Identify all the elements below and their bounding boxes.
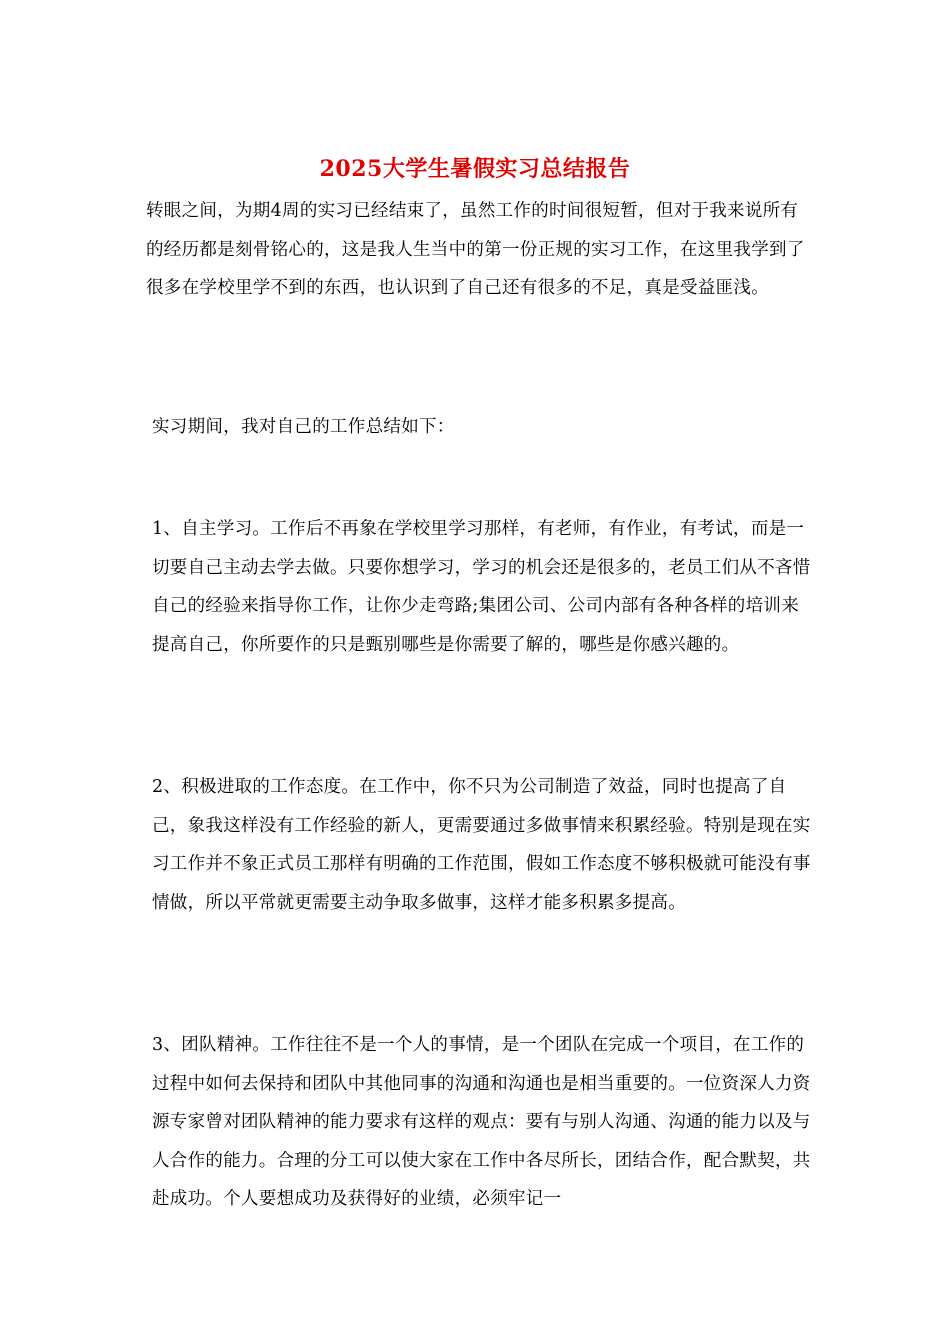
paragraph-self-learning: 1、自主学习。工作后不再象在学校里学习那样，有老师，有作业，有考试，而是一切要自己主动去学去做。只要你想学习，学习的机会还是很多的，老员工们从不吝惜自己的经验来指导你工作，让你少走弯路;集团公司、公司内部有各种各样的培训来提高自己，你所要作的只是甄别哪些是你需要了解的，哪些是你感兴趣的。: [152, 519, 811, 655]
paragraph-team-spirit: 3、团队精神。工作往往不是一个人的事情，是一个团队在完成一个项目，在工作的过程中如何去保持和团队中其他同事的沟通和沟通也是相当重要的。一位资深人力资源专家曾对团队精神的能力要求有这样的观点：要有与别人沟通、沟通的能力以及与人合作的能力。合理的分工可以使大家在工作中各尽所长，团结合作，配合默契，共赴成功。个人要想成功及获得好的业绩，必须牢记一: [152, 1035, 811, 1209]
paragraph-intro: 转眼之间，为期4周的实习已经结束了，虽然工作的时间很短暂，但对于我来说所有的经历都是刻骨铭心的，这是我人生当中的第一份正规的实习工作，在这里我学到了很多在学校里学不到的东西，也认识到了自己还有很多的不足，真是受益匪浅。: [146, 201, 805, 298]
paragraph-summary-heading: 实习期间，我对自己的工作总结如下：: [152, 417, 455, 437]
document-title: 2025大学生暑假实习总结报告: [319, 156, 631, 182]
paragraph-work-attitude: 2、积极进取的工作态度。在工作中，你不只为公司制造了效益，同时也提高了自己，象我这样没有工作经验的新人，更需要通过多做事情来积累经验。特别是现在实习工作并不象正式员工那样有明确的工作范围，假如工作态度不够积极就可能没有事情做，所以平常就更需要主动争取多做事，这样才能多积累多提高。: [152, 777, 811, 913]
